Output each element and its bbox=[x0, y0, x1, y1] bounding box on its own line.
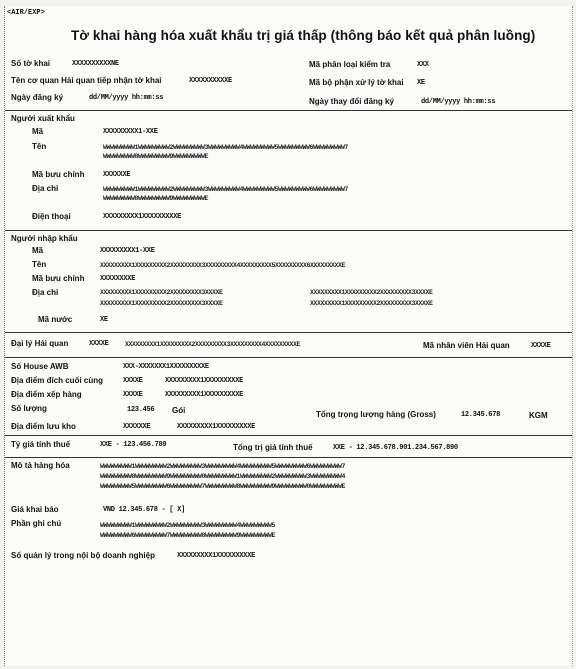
importer-dia-chi-label: Địa chỉ bbox=[32, 288, 59, 297]
exporter-dia-chi-line1: WWWWWWWWW1WWWWWWWWW2WWWWWWWWW3WWWWWWWWW4WWWWWWWWW5WWWWWWWWW6WWWWWWWWW7 bbox=[103, 186, 349, 193]
tong-tri-gia-label: Tổng trị giá tính thuế bbox=[233, 443, 313, 452]
ma-bo-phan-label: Mã bộ phận xử lý tờ khai bbox=[309, 78, 404, 87]
importer-ma-label: Mã bbox=[32, 246, 44, 255]
importer-ten-label: Tên bbox=[32, 260, 47, 269]
ty-gia-value: XXE - 123.456.789 bbox=[100, 441, 167, 449]
tong-trong-luong-label: Tổng trọng lượng hàng (Gross) bbox=[316, 410, 436, 419]
so-luong-label: Số lượng bbox=[11, 404, 47, 413]
dia-diem-dich-code: XXXXE bbox=[123, 377, 143, 385]
exporter-ma-label: Mã bbox=[32, 127, 44, 136]
divider bbox=[5, 357, 572, 358]
exporter-ten-line2: WWWWWWWWW8WWWWWWWWW9WWWWWWWWWE bbox=[103, 153, 209, 160]
mo-ta-line1: WWWWWWWWW1WWWWWWWWW2WWWWWWWWW3WWWWWWWWW4WWWWWWWWW5WWWWWWWWW6WWWWWWWWW7 bbox=[100, 463, 346, 470]
dia-diem-luu-kho-name: XXXXXXXXX1XXXXXXXXXE bbox=[177, 423, 256, 431]
dia-diem-dich-name: XXXXXXXXX1XXXXXXXXXE bbox=[165, 377, 244, 385]
ten-co-quan-value: XXXXXXXXXXE bbox=[189, 77, 232, 85]
document-title: Tờ khai hàng hóa xuất khẩu trị giá thấp (thông báo kết quả phân luồng) bbox=[71, 28, 536, 43]
divider bbox=[5, 230, 572, 231]
importer-ma-nuoc-label: Mã nước bbox=[38, 315, 73, 324]
exporter-ma-buu-chinh-value: XXXXXXE bbox=[103, 171, 131, 179]
so-quan-ly-label: Số quản lý trong nội bộ doanh nghiệp bbox=[11, 551, 155, 560]
exporter-section-label: Người xuất khẩu bbox=[11, 114, 75, 123]
so-luong-value: 123.456 bbox=[127, 406, 155, 414]
exporter-dia-chi-label: Địa chỉ bbox=[32, 184, 59, 193]
ma-phan-loai-value: XXX bbox=[417, 61, 429, 69]
importer-dia-chi-b1: XXXXXXXXX1XXXXXXXXX2XXXXXXXXX3XXXXE bbox=[310, 289, 433, 296]
form-tag: <AIR/EXP> bbox=[7, 9, 45, 17]
ghi-chu-line1: WWWWWWWWW1WWWWWWWWW2WWWWWWWWW3WWWWWWWWW4WWWWWWWWW5 bbox=[100, 522, 276, 529]
ma-bo-phan-value: XE bbox=[417, 79, 425, 87]
mo-ta-label: Mô tả hàng hóa bbox=[11, 461, 70, 470]
ty-gia-label: Tỷ giá tính thuế bbox=[11, 440, 71, 449]
importer-ma-buu-chinh-value: XXXXXXXXE bbox=[100, 275, 136, 283]
ghi-chu-line2: WWWWWWWWW6WWWWWWWWW7WWWWWWWWW8WWWWWWWWW9WWWWWWWWWE bbox=[100, 532, 276, 539]
divider bbox=[5, 110, 572, 111]
so-luong-unit: Gói bbox=[172, 406, 186, 415]
importer-ma-nuoc-value: XE bbox=[100, 316, 108, 324]
exporter-ma-value: XXXXXXXXX1-XXE bbox=[103, 128, 158, 136]
importer-dia-chi-b2: XXXXXXXXX1XXXXXXXXX2XXXXXXXXX3XXXXE bbox=[310, 300, 433, 307]
phan-ghi-chu-label: Phần ghi chú bbox=[11, 519, 62, 528]
dia-diem-xep-label: Địa điểm xếp hàng bbox=[11, 390, 82, 399]
importer-section-label: Người nhập khẩu bbox=[11, 234, 78, 243]
house-awb-label: Số House AWB bbox=[11, 362, 69, 371]
gia-khai-bao-label: Giá khai báo bbox=[11, 505, 59, 514]
divider bbox=[5, 435, 572, 436]
importer-ma-value: XXXXXXXXX1-XXE bbox=[100, 247, 155, 255]
exporter-ten-label: Tên bbox=[32, 142, 47, 151]
tong-trong-luong-unit: KGM bbox=[529, 411, 548, 420]
dai-ly-label: Đại lý Hải quan bbox=[11, 339, 69, 348]
ma-nhan-vien-value: XXXXE bbox=[531, 342, 551, 350]
dia-diem-dich-label: Địa điểm đích cuối cùng bbox=[11, 376, 104, 385]
divider bbox=[5, 457, 572, 458]
ma-nhan-vien-label: Mã nhân viên Hải quan bbox=[423, 341, 510, 350]
dia-diem-luu-kho-code: XXXXXXE bbox=[123, 423, 151, 431]
dia-diem-xep-code: XXXXE bbox=[123, 391, 143, 399]
gia-khai-bao-value: VND 12.345.678 - [ X] bbox=[103, 506, 185, 514]
ngay-dang-ky-value: dd/MM/yyyy hh:mm:ss bbox=[89, 94, 164, 102]
exporter-ma-buu-chinh-label: Mã bưu chính bbox=[32, 170, 85, 179]
dai-ly-name: XXXXXXXXX1XXXXXXXXX2XXXXXXXXX3XXXXXXXXX4XXXXXXXXXE bbox=[125, 341, 301, 348]
tong-trong-luong-value: 12.345.678 bbox=[461, 411, 501, 419]
ngay-dang-ky-label: Ngày đăng ký bbox=[11, 93, 64, 102]
divider bbox=[5, 332, 572, 333]
importer-dia-chi-a1: XXXXXXXXX1XXXXXXXXX2XXXXXXXXX3XXXXE bbox=[100, 289, 223, 296]
ngay-thay-doi-label: Ngày thay đổi đăng ký bbox=[309, 97, 394, 106]
dia-diem-xep-name: XXXXXXXXX1XXXXXXXXXE bbox=[165, 391, 244, 399]
tong-tri-gia-value: XXE - 12.345.678.901.234.567.890 bbox=[333, 444, 458, 452]
ngay-thay-doi-value: dd/MM/yyyy hh:mm:ss bbox=[421, 98, 496, 106]
customs-declaration-page bbox=[4, 6, 573, 666]
importer-dia-chi-a2: XXXXXXXXX1XXXXXXXXX2XXXXXXXXX3XXXXE bbox=[100, 300, 223, 307]
dia-diem-luu-kho-label: Địa điểm lưu kho bbox=[11, 422, 76, 431]
exporter-dien-thoai-value: XXXXXXXXX1XXXXXXXXXE bbox=[103, 213, 182, 221]
importer-ma-buu-chinh-label: Mã bưu chính bbox=[32, 274, 85, 283]
importer-ten-value: XXXXXXXXX1XXXXXXXXX2XXXXXXXXX3XXXXXXXXX4XXXXXXXXX5XXXXXXXXX6XXXXXXXXXE bbox=[100, 262, 346, 269]
exporter-ten-line1: WWWWWWWWW1WWWWWWWWW2WWWWWWWWW3WWWWWWWWW4WWWWWWWWW5WWWWWWWWW6WWWWWWWWW7 bbox=[103, 144, 349, 151]
so-quan-ly-value: XXXXXXXXX1XXXXXXXXXE bbox=[177, 552, 256, 560]
dai-ly-code: XXXXE bbox=[89, 340, 109, 348]
ten-co-quan-label: Tên cơ quan Hải quan tiếp nhận tờ khai bbox=[11, 76, 162, 85]
exporter-dien-thoai-label: Điện thoại bbox=[32, 212, 71, 221]
mo-ta-line3: WWWWWWWWW5WWWWWWWWW6WWWWWWWWW7WWWWWWWWW8WWWWWWWWW9WWWWWWWWW0WWWWWWWWWE bbox=[100, 483, 346, 490]
so-to-khai-label: Số tờ khai bbox=[11, 59, 51, 68]
exporter-dia-chi-line2: WWWWWWWWW8WWWWWWWWW9WWWWWWWWWE bbox=[103, 195, 209, 202]
so-to-khai-value: XXXXXXXXXXNE bbox=[72, 60, 119, 68]
house-awb-value: XXX-XXXXXXX1XXXXXXXXXE bbox=[123, 363, 209, 371]
mo-ta-line2: WWWWWWWWW8WWWWWWWWW9WWWWWWWWW0WWWWWWWWW1WWWWWWWWW2WWWWWWWWW3WWWWWWWWW4 bbox=[100, 473, 346, 480]
ma-phan-loai-label: Mã phân loại kiểm tra bbox=[309, 60, 391, 69]
